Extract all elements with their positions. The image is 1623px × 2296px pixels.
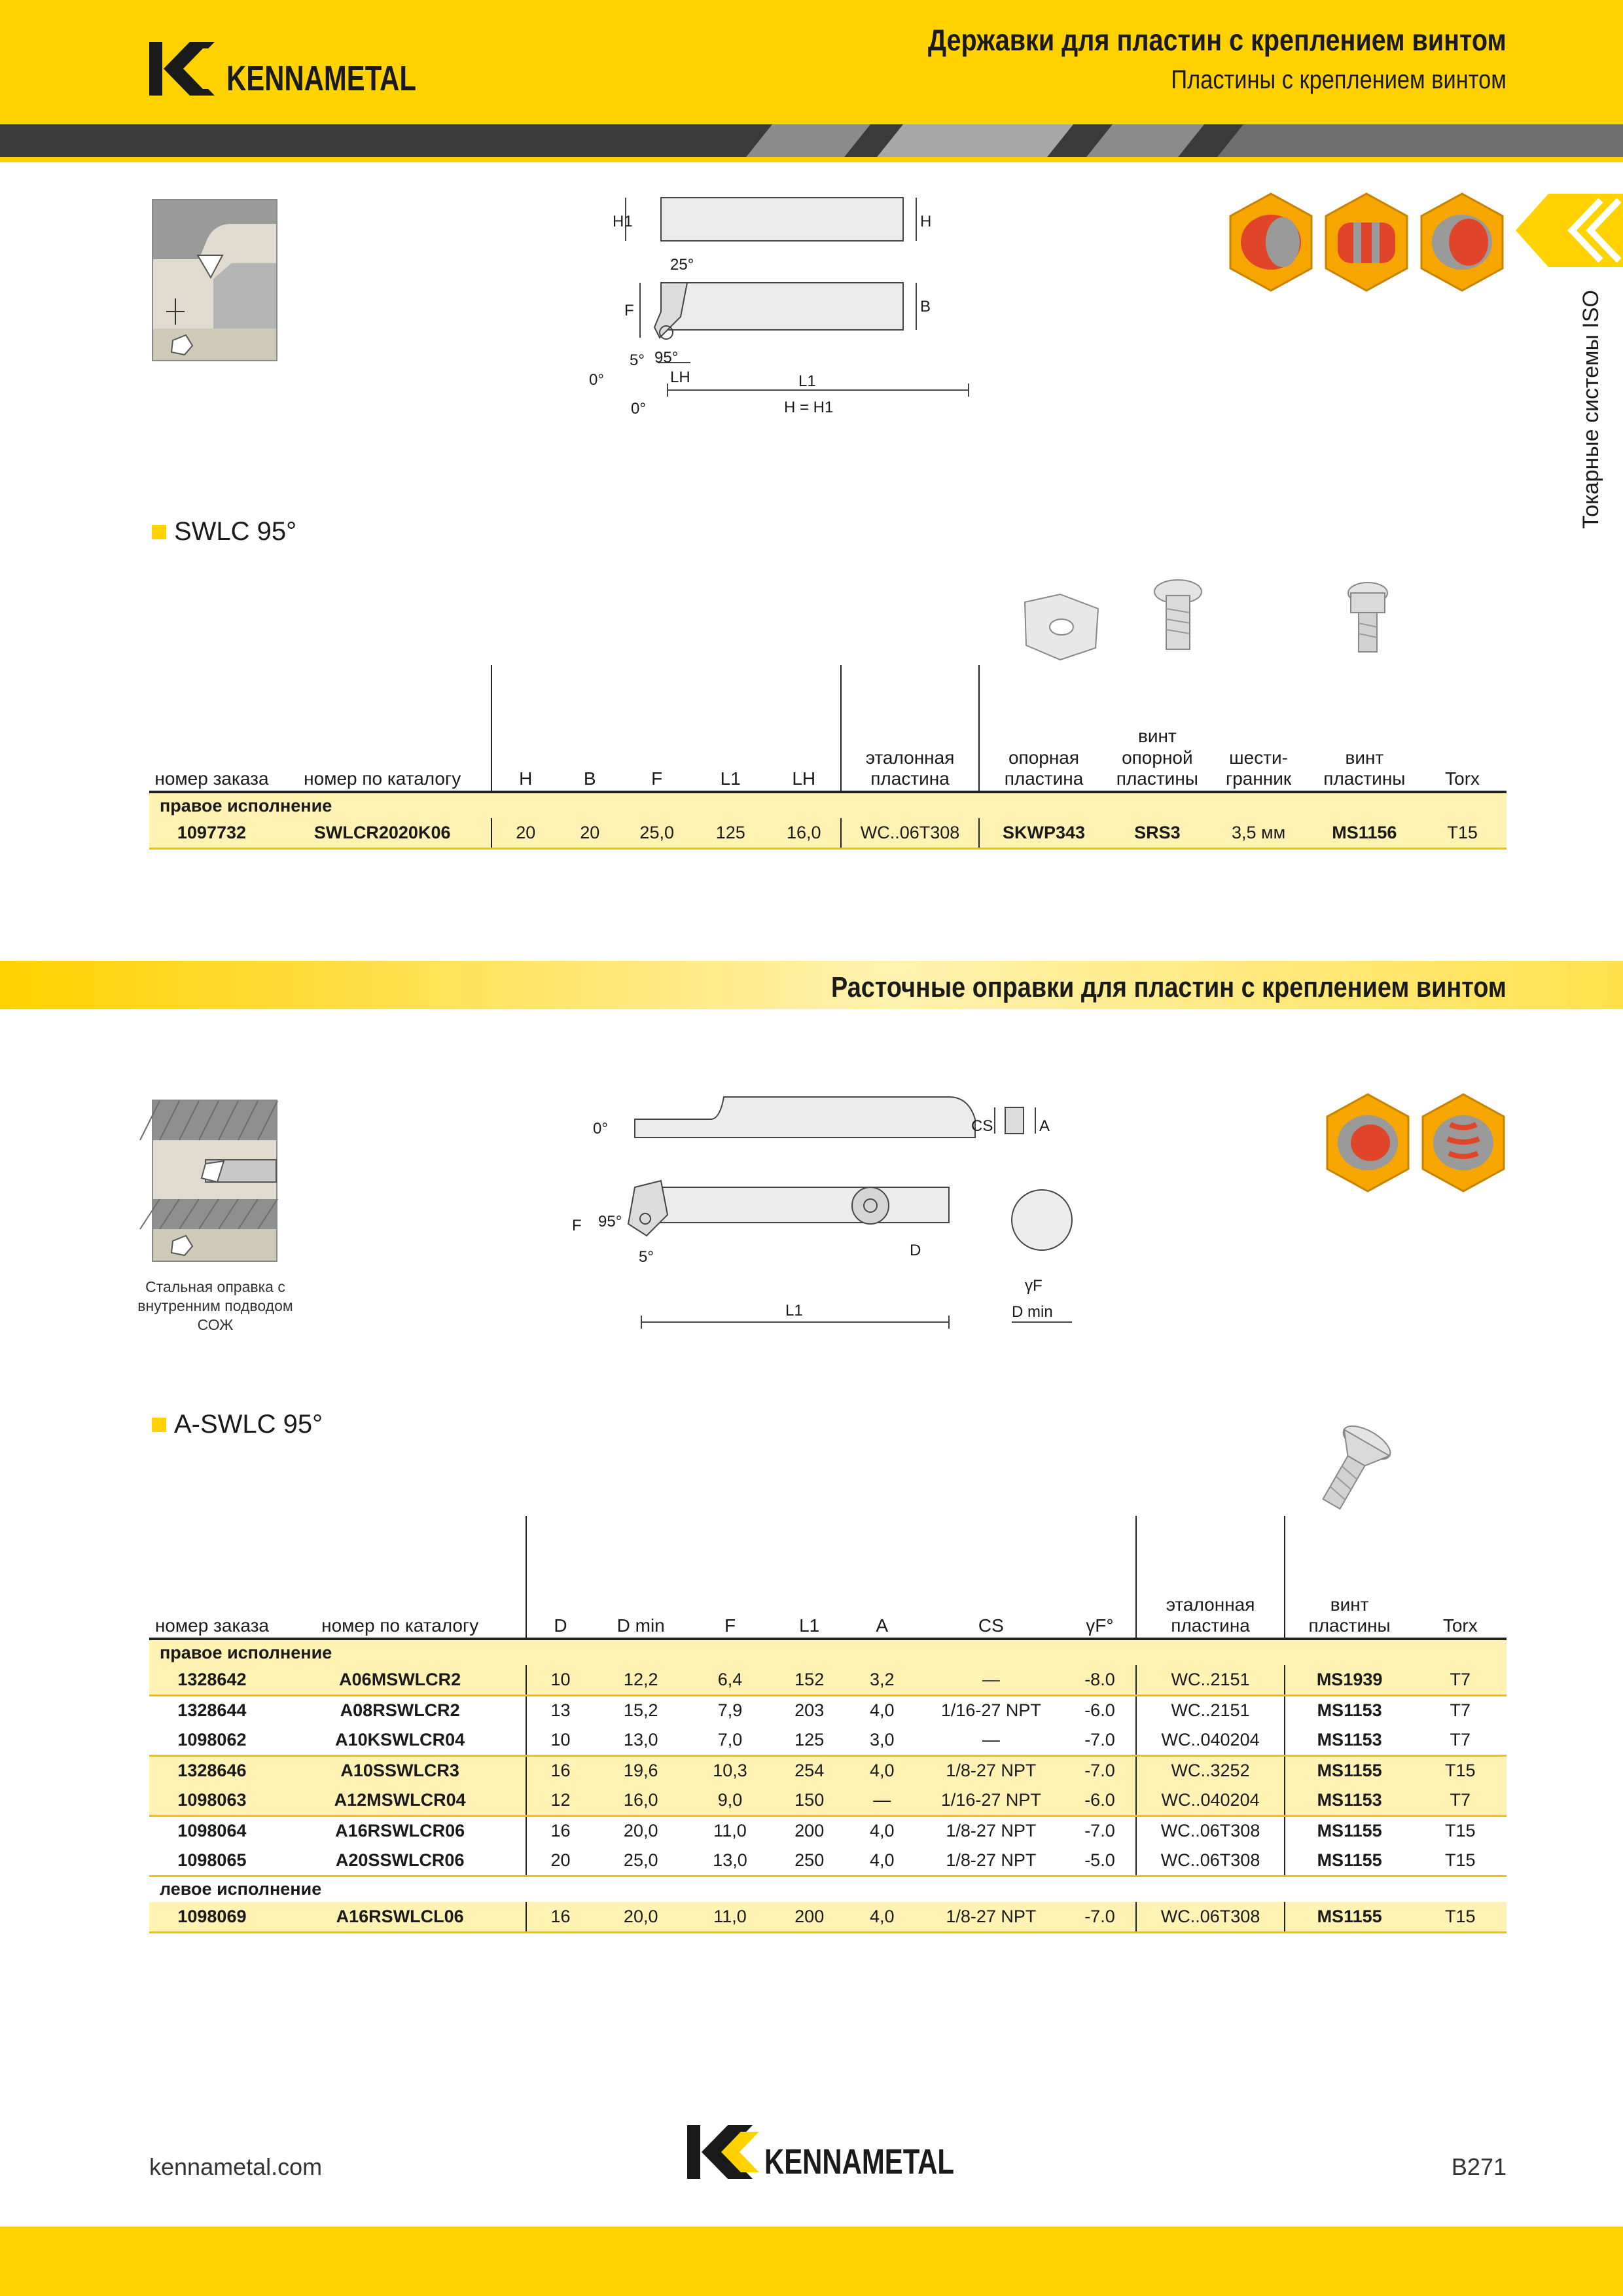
table-row bbox=[149, 1846, 1507, 1876]
col-header-hex-key: шести-гранник bbox=[1207, 665, 1311, 792]
cell-reference-insert: WC..06T308 bbox=[841, 818, 979, 848]
swlc-dimension-drawing bbox=[589, 187, 995, 439]
cell-catalog-number: A16RSWLCL06 bbox=[275, 1902, 526, 1932]
table-row bbox=[149, 1902, 1507, 1932]
col-header-torx: Torx bbox=[1418, 665, 1507, 792]
cell-a: 4,0 bbox=[846, 1755, 918, 1785]
cell-gamma-f: -7.0 bbox=[1084, 1821, 1115, 1841]
table-header-row bbox=[149, 1516, 1507, 1639]
cell-catalog-number: A20SSWLCR06 bbox=[275, 1846, 526, 1876]
col-header-insert-screw: винт пластины bbox=[1310, 665, 1418, 792]
cell-d: 16 bbox=[526, 1816, 595, 1846]
internal-threading-hex-icon bbox=[1423, 1094, 1504, 1191]
drawing2-label-cs: CS bbox=[971, 1117, 993, 1135]
side-tab-label: Токарные системы ISO bbox=[1578, 290, 1603, 529]
cell-a: — bbox=[846, 1785, 918, 1816]
cell-reference-insert: WC..040204 bbox=[1136, 1725, 1284, 1755]
boring-hex-icons bbox=[1322, 1092, 1512, 1200]
cell-f: 11,0 bbox=[713, 1821, 747, 1841]
cell-a: 4,0 bbox=[869, 1821, 895, 1841]
shim-seat-icon bbox=[1025, 594, 1098, 660]
section-title-aswlc bbox=[152, 1410, 323, 1439]
cell-a: 3,2 bbox=[846, 1665, 918, 1695]
cell-f: 10,3 bbox=[687, 1755, 773, 1785]
cell-order-number: 1328646 bbox=[149, 1755, 275, 1785]
drawing2-label-angle-95: 95° bbox=[598, 1213, 622, 1230]
cell-gamma-f: -6.0 bbox=[1084, 1700, 1115, 1721]
table-row bbox=[149, 1695, 1507, 1725]
cell-a: 4,0 bbox=[846, 1902, 918, 1932]
cell-order-number: 1098064 bbox=[177, 1821, 247, 1841]
shim-screw-icon bbox=[1154, 580, 1202, 649]
col-header-b: B bbox=[560, 665, 620, 792]
col-header-insert-screw: винт пластины bbox=[1285, 1516, 1414, 1639]
cell-cs: 1/8-27 NPT bbox=[946, 1821, 1037, 1841]
table-row bbox=[149, 1785, 1507, 1816]
cell-order-number: 1098065 bbox=[149, 1846, 275, 1876]
cell-d: 12 bbox=[526, 1785, 595, 1816]
component-parts-images bbox=[1014, 576, 1433, 671]
cell-h: 20 bbox=[491, 818, 560, 848]
table-header-row bbox=[149, 665, 1507, 792]
cell-cs: 1/8-27 NPT bbox=[918, 1755, 1063, 1785]
cell-catalog-number: A08RSWLCR2 bbox=[340, 1700, 460, 1721]
drawing-label-h: H bbox=[920, 213, 932, 230]
cell-l1: 200 bbox=[773, 1902, 846, 1932]
torx-screw-image bbox=[1302, 1420, 1400, 1522]
cell-l1: 203 bbox=[794, 1700, 825, 1721]
table-row bbox=[149, 1755, 1507, 1785]
group-label-right-hand: правое исполнение bbox=[149, 1639, 1507, 1665]
group-label-left-hand: левое исполнение bbox=[160, 1879, 322, 1899]
cell-cs: 1/16-27 NPT bbox=[940, 1700, 1041, 1721]
cell-d-min: 16,0 bbox=[595, 1785, 687, 1816]
section-bullet-icon bbox=[152, 525, 166, 539]
col-header-gamma-f: γF° bbox=[1063, 1516, 1136, 1639]
boring-bar-caption: Стальная оправка с внутренним подводом СОЖ bbox=[137, 1278, 293, 1333]
drawing-label-h1: H1 bbox=[613, 213, 633, 230]
cell-order-number: 1097732 bbox=[149, 818, 274, 848]
table-group-row bbox=[149, 1639, 1507, 1665]
table-row bbox=[149, 1665, 1507, 1695]
drawing-label-angle-5: 5° bbox=[630, 351, 645, 369]
cell-d: 10 bbox=[526, 1725, 595, 1755]
cell-l1: 125 bbox=[694, 818, 768, 848]
cell-d: 16 bbox=[526, 1902, 595, 1932]
cell-cs: 1/16-27 NPT bbox=[918, 1785, 1063, 1816]
cell-gamma-f: -6.0 bbox=[1063, 1785, 1136, 1816]
col-header-l1: L1 bbox=[773, 1516, 846, 1639]
cell-d-min: 13,0 bbox=[595, 1725, 687, 1755]
swlc-spec-table bbox=[149, 665, 1507, 850]
footer-kennametal-logo bbox=[687, 2124, 962, 2186]
turning-op-hex-icon bbox=[1230, 194, 1311, 291]
cell-l1: 200 bbox=[794, 1821, 825, 1841]
cell-shim-screw: SRS3 bbox=[1108, 818, 1207, 848]
boring-bars-title: Расточные оправки для пластин с креплением винтом bbox=[831, 971, 1507, 1003]
grooving-op-hex-icon bbox=[1326, 194, 1407, 291]
col-header-lh: LH bbox=[768, 665, 842, 792]
cell-catalog-number: SWLCR2020K06 bbox=[274, 818, 491, 848]
cell-insert-screw: MS1153 bbox=[1285, 1725, 1414, 1755]
drawing-label-l1: L1 bbox=[798, 372, 816, 390]
footer-bar bbox=[0, 2227, 1623, 2296]
cell-reference-insert: WC..06T308 bbox=[1136, 1816, 1284, 1846]
col-header-a: A bbox=[846, 1516, 918, 1639]
cell-catalog-number: A12MSWLCR04 bbox=[275, 1785, 526, 1816]
cell-gamma-f: -7.0 bbox=[1063, 1755, 1136, 1785]
cell-order-number: 1098069 bbox=[149, 1902, 275, 1932]
cell-catalog-number: A10KSWLCR04 bbox=[275, 1725, 526, 1755]
cell-insert-screw: MS1155 bbox=[1285, 1846, 1414, 1876]
cell-d: 20 bbox=[526, 1846, 595, 1876]
cell-torx: T15 bbox=[1445, 1821, 1476, 1841]
table-group-row bbox=[149, 1876, 1507, 1902]
cell-f: 9,0 bbox=[687, 1785, 773, 1816]
cell-gamma-f: -7.0 bbox=[1063, 1725, 1136, 1755]
kennametal-logo bbox=[149, 41, 424, 103]
cell-a: 3,0 bbox=[846, 1725, 918, 1755]
logo-wordmark: KENNAMETAL bbox=[226, 59, 416, 98]
cell-cs: 1/8-27 NPT bbox=[918, 1902, 1063, 1932]
boring-op-hex-icon bbox=[1327, 1094, 1408, 1191]
aswlc-spec-table bbox=[149, 1516, 1507, 1933]
cell-order-number: 1328644 bbox=[177, 1700, 247, 1721]
col-header-reference-insert: эталонная пластина bbox=[841, 665, 979, 792]
drawing2-label-l1: L1 bbox=[785, 1302, 803, 1319]
cell-shim: SKWP343 bbox=[979, 818, 1108, 848]
drawing2-label-angle-0: 0° bbox=[593, 1120, 608, 1138]
application-hex-icons bbox=[1225, 191, 1513, 299]
cell-torx: T7 bbox=[1414, 1725, 1507, 1755]
cell-hex-key: 3,5 мм bbox=[1207, 818, 1311, 848]
cell-l1: 125 bbox=[773, 1725, 846, 1755]
col-header-shim-screw: винт опорной пластины bbox=[1108, 665, 1207, 792]
drawing2-label-d: D bbox=[910, 1242, 921, 1259]
cell-torx: T7 bbox=[1450, 1700, 1471, 1721]
cell-a: 4,0 bbox=[869, 1700, 895, 1721]
cell-insert-screw: MS1939 bbox=[1285, 1665, 1414, 1695]
group-label-right-hand: правое исполнение bbox=[149, 792, 1507, 818]
col-header-order-number: номер заказа bbox=[149, 665, 274, 792]
cell-reference-insert: WC..040204 bbox=[1136, 1785, 1284, 1816]
cell-reference-insert: WC..06T308 bbox=[1136, 1902, 1284, 1932]
col-header-shim: опорная пластина bbox=[979, 665, 1108, 792]
cell-a: 4,0 bbox=[846, 1846, 918, 1876]
cell-order-number: 1098063 bbox=[149, 1785, 275, 1816]
cell-torx: T15 bbox=[1414, 1755, 1507, 1785]
table-row bbox=[149, 818, 1507, 848]
cell-d-min: 20,0 bbox=[595, 1902, 687, 1932]
cell-insert-screw: MS1155 bbox=[1285, 1755, 1414, 1785]
drawing-label-f: F bbox=[624, 302, 634, 319]
cell-gamma-f: -8.0 bbox=[1063, 1665, 1136, 1695]
drawing-label-h-eq-h1: H = H1 bbox=[784, 399, 834, 416]
cell-cs: — bbox=[918, 1665, 1063, 1695]
cell-catalog-number: A16RSWLCR06 bbox=[335, 1821, 465, 1841]
cell-d-min: 19,6 bbox=[595, 1755, 687, 1785]
cell-torx: T15 bbox=[1414, 1846, 1507, 1876]
insert-screw-icon bbox=[1309, 1420, 1395, 1517]
insert-screw-icon bbox=[1348, 583, 1387, 652]
drawing-label-angle-0-bottom: 0° bbox=[631, 400, 646, 418]
cell-insert-screw: MS1153 bbox=[1285, 1785, 1414, 1816]
cell-lh: 16,0 bbox=[768, 818, 842, 848]
table-row bbox=[149, 1816, 1507, 1846]
cell-insert-screw: MS1155 bbox=[1285, 1816, 1414, 1846]
col-header-cs: CS bbox=[918, 1516, 1063, 1639]
cell-b: 20 bbox=[560, 818, 620, 848]
cell-insert-screw: MS1156 bbox=[1310, 818, 1418, 848]
cell-order-number: 1328642 bbox=[149, 1665, 275, 1695]
col-header-catalog-number: номер по каталогу bbox=[275, 1516, 526, 1639]
col-header-l1: L1 bbox=[694, 665, 768, 792]
drawing2-label-a: A bbox=[1039, 1117, 1050, 1135]
footer-logo-wordmark: KENNAMETAL bbox=[764, 2142, 954, 2181]
drawing2-label-gamma-f: γF bbox=[1025, 1277, 1043, 1295]
page-subtitle: Пластины с креплением винтом bbox=[1171, 65, 1507, 94]
drawing2-label-f: F bbox=[572, 1217, 582, 1234]
cell-cs: — bbox=[918, 1725, 1063, 1755]
drawing-label-angle-0-top: 0° bbox=[589, 371, 604, 389]
col-header-f: F bbox=[620, 665, 694, 792]
cell-catalog-number: A06MSWLCR2 bbox=[275, 1665, 526, 1695]
cell-gamma-f: -5.0 bbox=[1063, 1846, 1136, 1876]
drawing2-label-d-min: D min bbox=[1012, 1303, 1053, 1321]
cell-d-min: 12,2 bbox=[595, 1665, 687, 1695]
cell-insert-screw: MS1153 bbox=[1285, 1695, 1414, 1725]
table-row bbox=[149, 1725, 1507, 1755]
drawing-label-b: B bbox=[920, 298, 931, 315]
cell-catalog-number: A10SSWLCR3 bbox=[275, 1755, 526, 1785]
cell-l1: 150 bbox=[773, 1785, 846, 1816]
drawing2-label-angle-5: 5° bbox=[639, 1248, 654, 1266]
col-header-h: H bbox=[491, 665, 560, 792]
cell-d-min: 20,0 bbox=[623, 1821, 658, 1841]
section-title-text: A-SWLC 95° bbox=[174, 1410, 323, 1439]
boring-application-thumbnail bbox=[152, 1100, 277, 1262]
col-header-order-number: номер заказа bbox=[149, 1516, 275, 1639]
drawing-label-angle-95: 95° bbox=[654, 349, 679, 367]
section-bullet-icon bbox=[152, 1418, 166, 1432]
cell-f: 6,4 bbox=[687, 1665, 773, 1695]
header-stripe bbox=[0, 124, 1623, 157]
cell-l1: 152 bbox=[773, 1665, 846, 1695]
aswlc-dimension-drawing bbox=[569, 1084, 1093, 1342]
application-thumbnail bbox=[152, 199, 277, 361]
cell-gamma-f: -7.0 bbox=[1063, 1902, 1136, 1932]
col-header-f: F bbox=[687, 1516, 773, 1639]
cell-torx: T7 bbox=[1414, 1665, 1507, 1695]
footer-url-link[interactable]: kennametal.com bbox=[149, 2153, 323, 2180]
cell-reference-insert: WC..2151 bbox=[1136, 1695, 1284, 1725]
cell-d: 16 bbox=[526, 1755, 595, 1785]
section-title-text: SWLC 95° bbox=[174, 517, 297, 546]
table-group-row bbox=[149, 792, 1507, 818]
page-number: B271 bbox=[1451, 2153, 1507, 2180]
page-title: Державки для пластин с креплением винтом bbox=[928, 23, 1507, 57]
col-header-torx: Torx bbox=[1414, 1516, 1507, 1639]
cell-reference-insert: WC..06T308 bbox=[1136, 1846, 1284, 1876]
col-header-d-min: D min bbox=[595, 1516, 687, 1639]
cell-torx: T15 bbox=[1418, 818, 1507, 848]
facing-op-hex-icon bbox=[1421, 194, 1503, 291]
cell-reference-insert: WC..3252 bbox=[1136, 1755, 1284, 1785]
cell-f: 11,0 bbox=[687, 1902, 773, 1932]
side-tab-arrow-icon bbox=[1516, 194, 1623, 270]
cell-insert-screw: MS1155 bbox=[1285, 1902, 1414, 1932]
col-header-d: D bbox=[526, 1516, 595, 1639]
cell-l1: 254 bbox=[773, 1755, 846, 1785]
cell-d: 10 bbox=[526, 1665, 595, 1695]
section-title-swlc bbox=[152, 517, 296, 547]
cell-torx: T15 bbox=[1414, 1902, 1507, 1932]
cell-torx: T7 bbox=[1414, 1785, 1507, 1816]
cell-cs: 1/8-27 NPT bbox=[918, 1846, 1063, 1876]
header-stripe-thin bbox=[0, 157, 1623, 162]
drawing-label-angle-25: 25° bbox=[670, 256, 694, 274]
drawing-label-lh: LH bbox=[670, 368, 690, 386]
cell-f: 7,9 bbox=[717, 1700, 743, 1721]
col-header-catalog-number: номер по каталогу bbox=[274, 665, 491, 792]
cell-d: 13 bbox=[526, 1695, 595, 1725]
cell-order-number: 1098062 bbox=[149, 1725, 275, 1755]
cell-f: 25,0 bbox=[620, 818, 694, 848]
cell-d-min: 15,2 bbox=[623, 1700, 658, 1721]
cell-reference-insert: WC..2151 bbox=[1136, 1665, 1284, 1695]
cell-l1: 250 bbox=[773, 1846, 846, 1876]
cell-f: 7,0 bbox=[687, 1725, 773, 1755]
col-header-reference-insert: эталонная пластина bbox=[1136, 1516, 1284, 1639]
cell-f: 13,0 bbox=[687, 1846, 773, 1876]
cell-d-min: 25,0 bbox=[595, 1846, 687, 1876]
